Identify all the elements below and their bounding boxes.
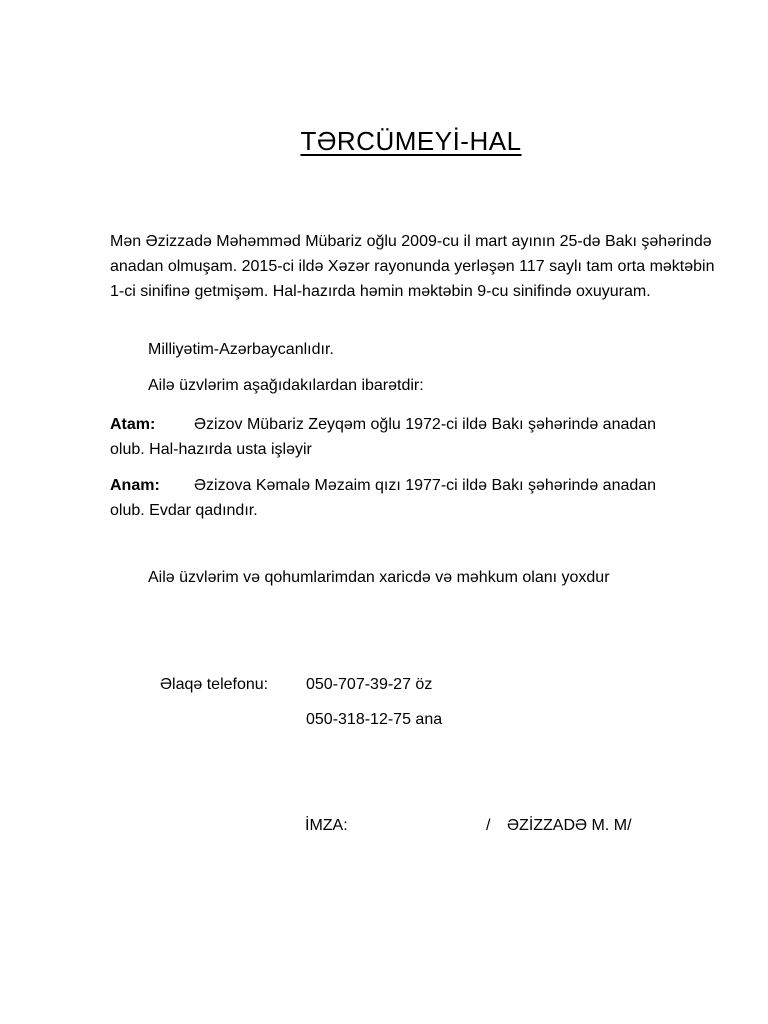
- intro-paragraph: Mən Əzizzadə Məhəmməd Mübariz oğlu 2009-cu il mart ayının 25-də Bakı şəhərində anadan olmuşam. 2015-ci ildə Xəzər rayonunda yerləşən 117 saylı tam orta məktəbin 1-ci sinifinə getmişəm. Hal-hazırda həmin məktəbin 9-cu sinifində oxuyuram.: [110, 233, 715, 300]
- contact-phone-self: 050-707-39-27 öz: [306, 676, 433, 693]
- mother-role-label: Anam:: [110, 477, 160, 494]
- mother-details: Əzizova Kəmalə Məzaim qızı 1977-ci ildə Bakı şəhərində anadan olub. Evdar qadındır.: [110, 477, 657, 519]
- signature-name: ƏZİZZADƏ M. M/: [507, 817, 632, 834]
- father-entry: [110, 412, 690, 462]
- father-role-label: Atam:: [110, 416, 156, 433]
- document-title: TƏRCÜMEYİ-HAL: [300, 126, 522, 156]
- nationality-line: Milliyətim-Azərbaycanlıdır.: [148, 341, 334, 358]
- signature-label: İMZA:: [305, 817, 348, 834]
- contact-phone-mother: 050-318-12-75 ana: [306, 711, 443, 728]
- father-details: Əzizov Mübariz Zeyqəm oğlu 1972-ci ildə Bakı şəhərində anadan olub. Hal-hazırda usta işləyir: [110, 416, 657, 458]
- signature-slash: /: [486, 817, 491, 834]
- relatives-note: Ailə üzvlərim və qohumlarimdan xaricdə və məhkum olanı yoxdur: [148, 569, 610, 586]
- family-intro-line: Ailə üzvlərim aşağıdakılardan ibarətdir:: [148, 377, 424, 394]
- contact-label: Əlaqə telefonu:: [160, 676, 269, 693]
- mother-entry: [110, 473, 690, 523]
